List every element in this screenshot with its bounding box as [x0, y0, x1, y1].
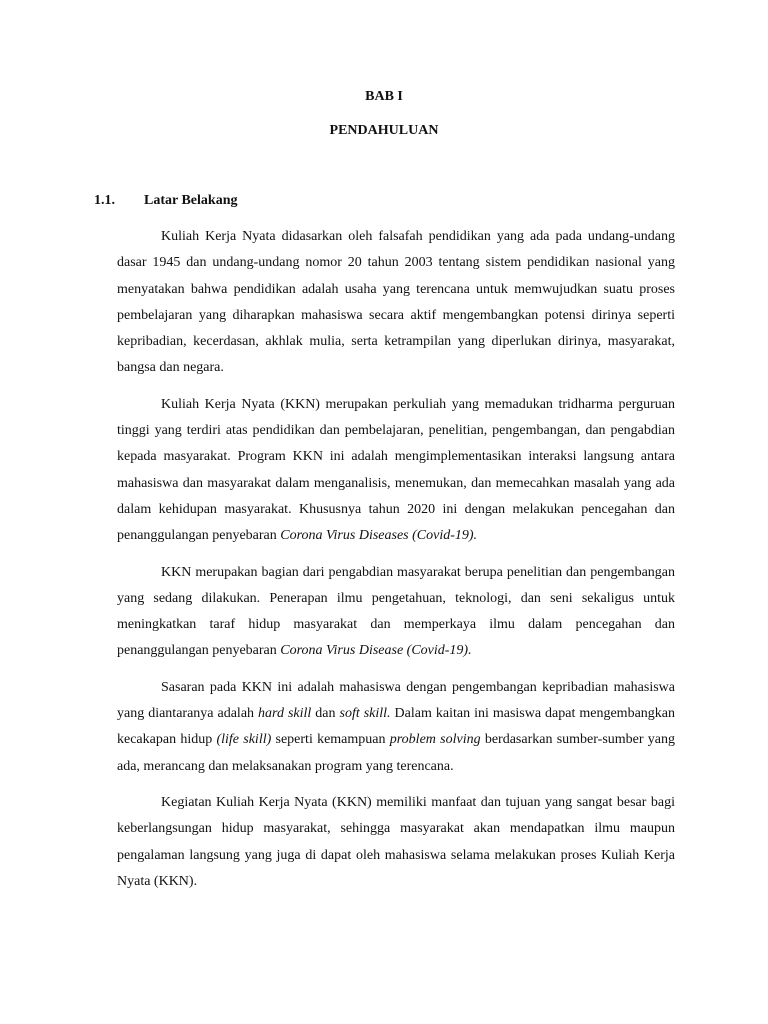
italic-term: soft skill.: [339, 706, 391, 722]
italic-term: problem solving: [389, 732, 481, 748]
paragraph-text: KKN merupakan bagian dari pengabdian masyarakat berupa penelitian dan pengembangan yang sedang dilakukan. Penerapan ilmu pengetahuan, teknologi, dan seni sekaligus untuk meningkatkan taraf hidup masyarakat dan memperkaya ilmu dalam pencegahan dan penanggulangan penyebaran: [117, 564, 675, 659]
italic-term: (life skill): [216, 732, 272, 748]
paragraph-text: Dalam kaitan ini masiswa dapat mengembangkan kecakapan hidup: [117, 706, 675, 748]
paragraph-4: [117, 675, 675, 780]
chapter-title: PENDAHULUAN: [329, 123, 439, 138]
paragraph-text: Sasaran pada KKN ini adalah mahasiswa dengan pengembangan kepribadian mahasiswa yang diantaranya adalah: [117, 679, 675, 722]
section-title: Latar Belakang: [144, 193, 238, 208]
body-text: [117, 224, 675, 905]
italic-term: Corona Virus Disease (Covid-19).: [280, 643, 472, 659]
paragraph-5: Kegiatan Kuliah Kerja Nyata (KKN) memiliki manfaat dan tujuan yang sangat besar bagi keberlangsungan hidup masyarakat, sehingga masyarakat akan mendapatkan ilmu maupun pengalaman langsung yang juga di dapat oleh mahasiswa selama melakukan proses Kuliah Kerja Nyata (KKN).: [117, 794, 675, 889]
paragraph-text: dan: [311, 706, 340, 722]
paragraph-text: Kuliah Kerja Nyata (KKN) merupakan perkuliah yang memadukan tridharma perguruan tinggi yang terdiri atas pendidikan dan pembelajaran, penelitian, pengembangan, dan pengabdian kepada masyarakat. Program KKN ini adalah mengimplementasikan interaksi langsung antara mahasiswa dan masyarakat dalam menganalisis, menemukan, dan memecahkan masalah yang ada dalam kehidupan masyarakat. Khususnya tahun 2020 ini dengan melakukan pencegahan dan penanggulangan penyebaran: [117, 396, 675, 544]
italic-term: Corona Virus Diseases (Covid-19).: [280, 528, 478, 544]
section-heading: [94, 192, 237, 210]
chapter-number: BAB I: [365, 89, 403, 104]
paragraph-text: berdasarkan sumber-sumber yang ada, merancang dan melaksanakan program yang terencana.: [117, 732, 675, 774]
paragraph-text: seperti kemampuan: [271, 732, 390, 748]
section-number: 1.1.: [94, 193, 115, 208]
paragraph-3: [117, 560, 675, 665]
italic-term: hard skill: [258, 706, 312, 722]
paragraph-2: [117, 392, 675, 550]
paragraph-1: Kuliah Kerja Nyata didasarkan oleh falsafah pendidikan yang ada pada undang-undang dasar 1945 dan undang-undang nomor 20 tahun 2003 tentang sistem pendidikan nasional yang menyatakan bahwa pendidikan adalah usaha yang terencana untuk memwujudkan suatu proses pembelajaran yang diharapkan mahasiswa secara aktif mengembangkan potensi dirinya seperti kepribadian, kecerdasan, akhlak mulia, serta ketrampilan yang diperlukan dirinya, masyarakat, bangsa dan negara.: [117, 229, 675, 376]
